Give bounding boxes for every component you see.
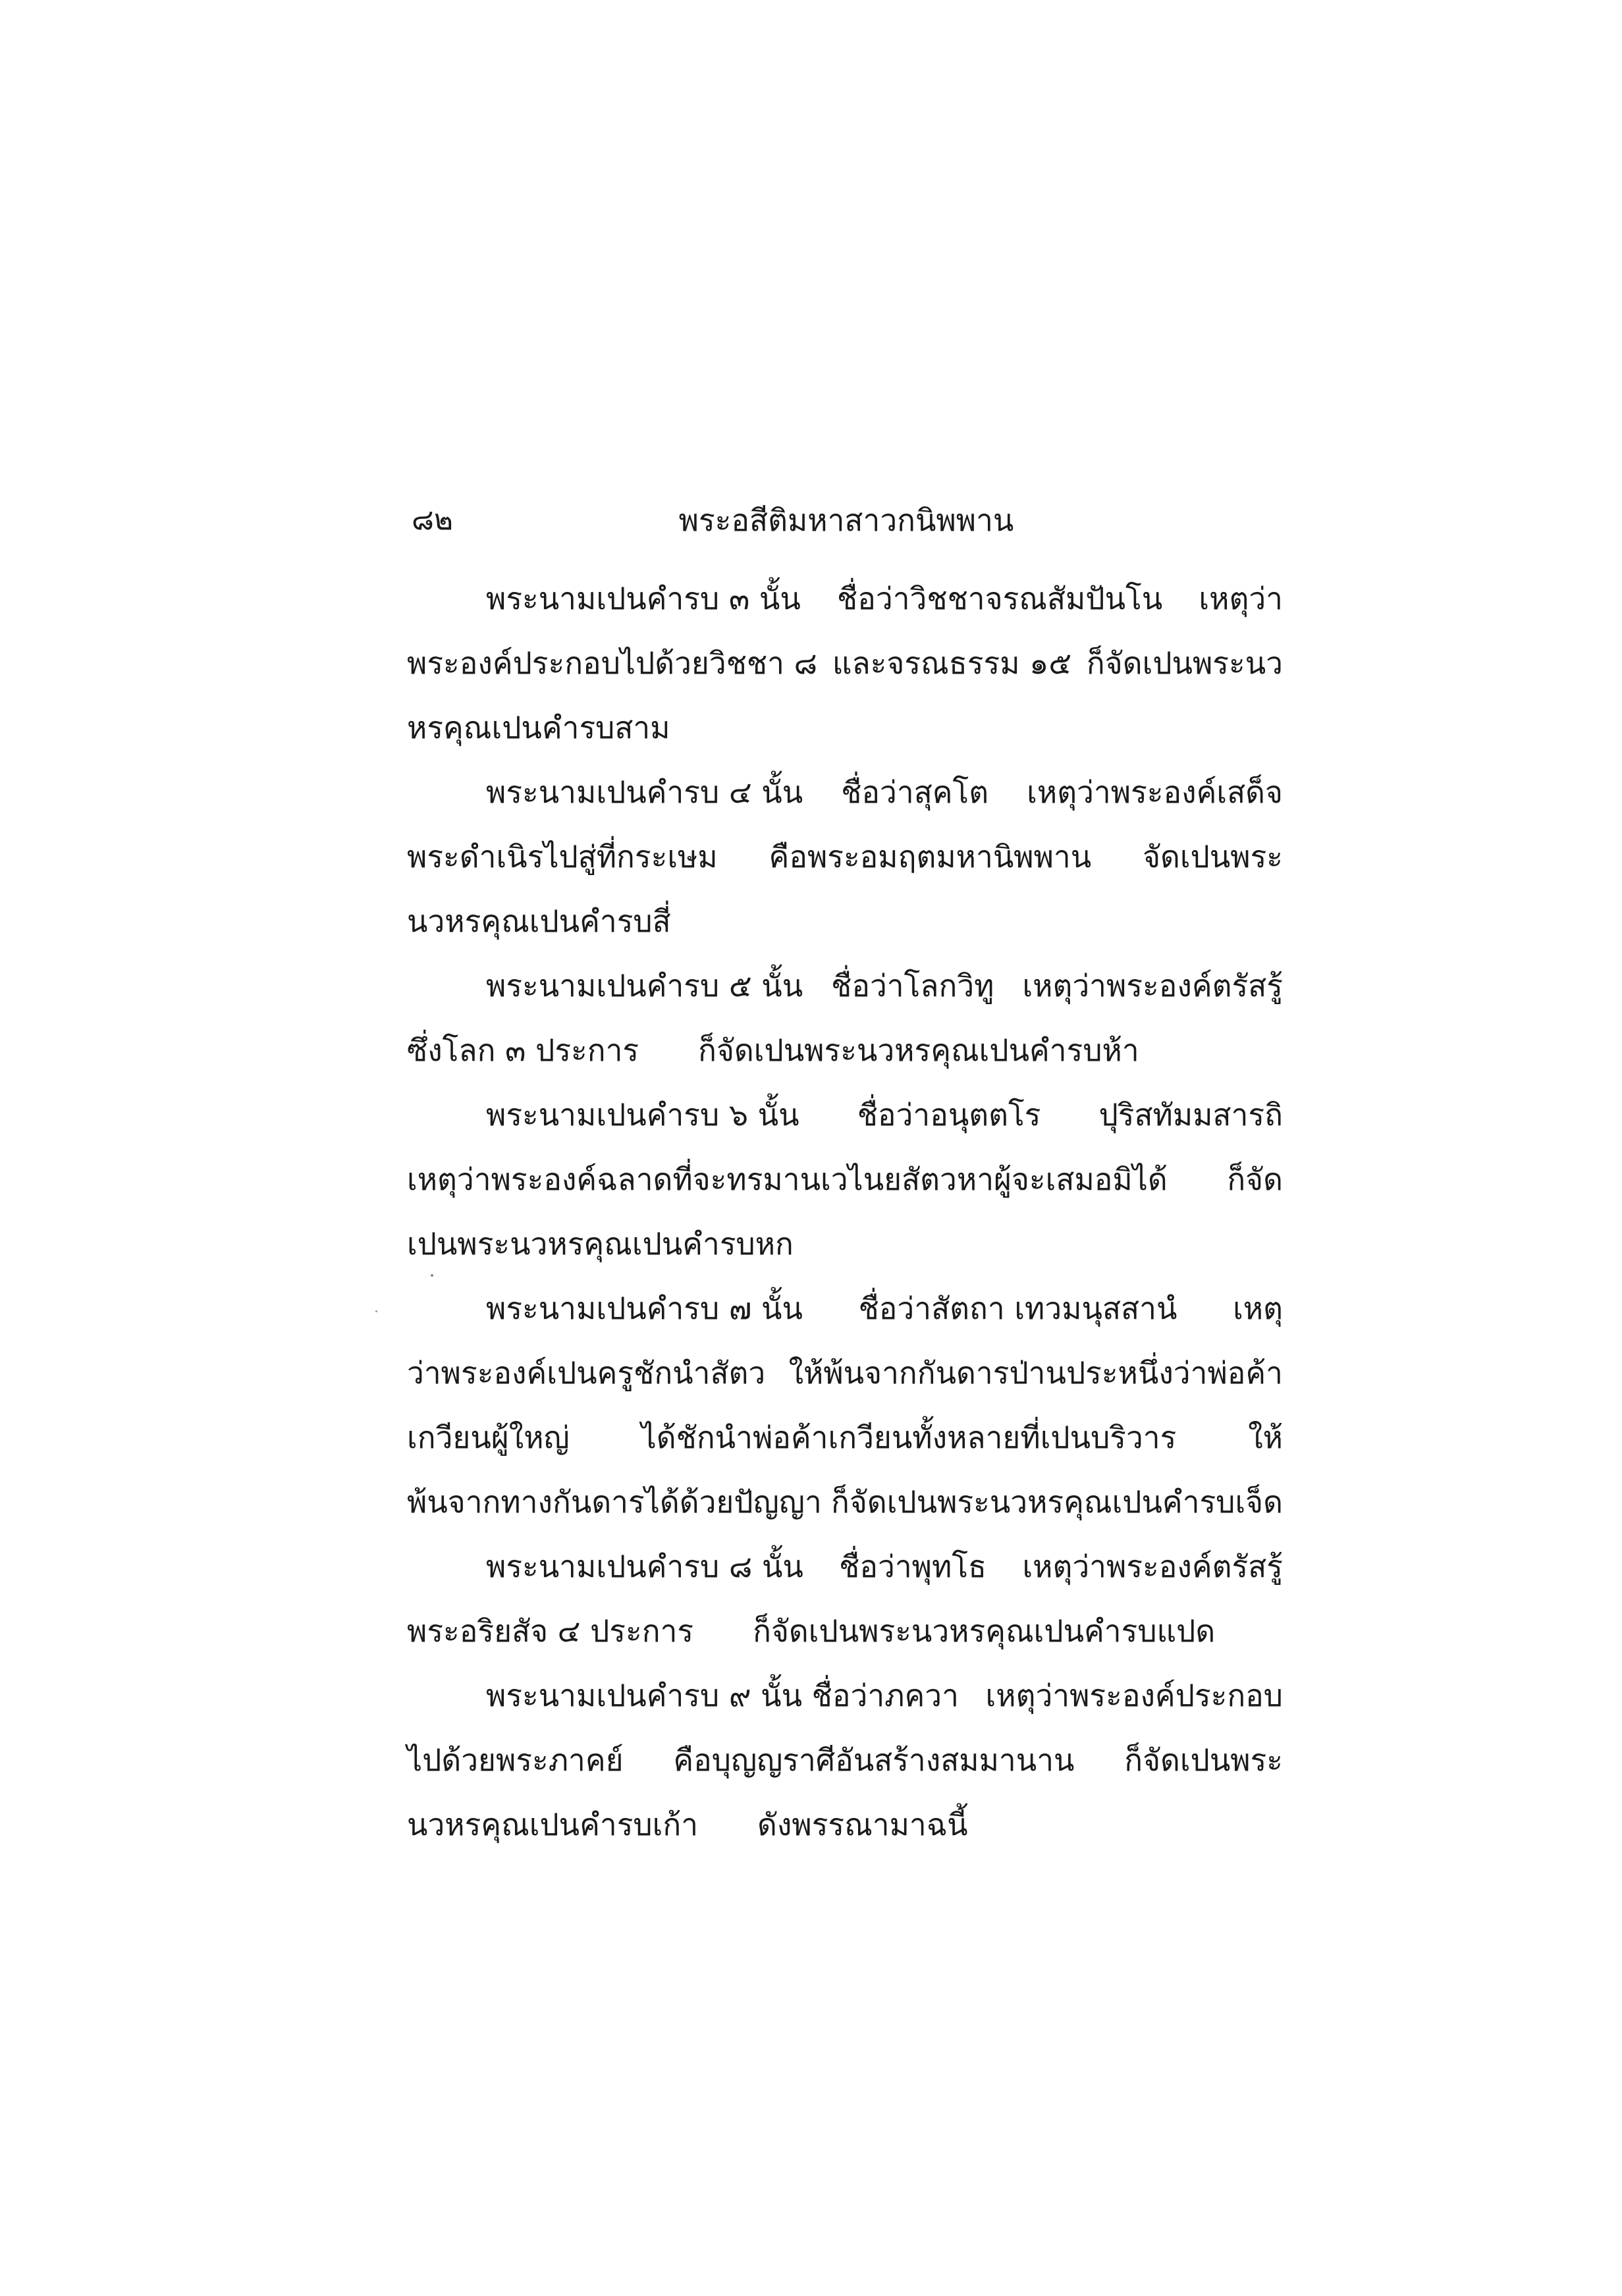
text-segment: ชื่อว่าสุคโต	[841, 774, 989, 810]
text-segment: และจรณธรรม ๑๕	[832, 645, 1072, 681]
text-segment: พระนามเปนคำรบ ๓ นั้น	[486, 581, 801, 616]
text-segment: ให้พ้นจากกันดารป่านประหนึ่งว่าพ่อค้า	[788, 1355, 1283, 1391]
text-line	[407, 1663, 1283, 1728]
text-segment: พระนามเปนคำรบ ๗ นั้น	[486, 1291, 803, 1326]
text-line	[407, 631, 1283, 695]
text-segment: เหตุว่าพระองค์เสด็จ	[1027, 774, 1283, 810]
text-line	[407, 695, 1283, 760]
text-segment: พ้นจากทางกันดารได้ด้วยปัญญา	[407, 1484, 822, 1520]
text-segment: ดังพรรณามาฉนี้	[757, 1807, 968, 1842]
text-segment: เหตุว่าพระองค์ประกอบ	[985, 1678, 1283, 1713]
text-line	[407, 1792, 1283, 1857]
text-line	[407, 1534, 1283, 1599]
text-line	[407, 889, 1283, 953]
text-line	[407, 1728, 1283, 1792]
text-line	[407, 1212, 1283, 1276]
text-line	[407, 1470, 1283, 1534]
text-line	[407, 1082, 1283, 1147]
text-segment: เหตุว่าพระองค์ตรัสรู้	[1022, 1549, 1283, 1584]
text-segment: เหตุว่าพระองค์ตรัสรู้	[1022, 968, 1283, 1003]
text-segment: ชื่อว่าพุทโธ	[839, 1549, 987, 1584]
text-segment: เปนพระนวหรคุณเปนคำรบหก	[407, 1226, 794, 1262]
text-segment: พระนามเปนคำรบ ๕ นั้น	[486, 968, 803, 1003]
text-segment: ชื่อว่าโลกวิทู	[831, 968, 994, 1003]
text-segment: เหตุว่า	[1199, 581, 1283, 616]
text-segment: ได้ชักนำพ่อค้าเกวียนทั้งหลายที่เปนบริวาร	[641, 1420, 1177, 1455]
running-title: พระอสีติมหาสาวกนิพพาน	[678, 502, 1014, 538]
text-segment: ไปด้วยพระภาคย์	[407, 1742, 624, 1778]
body-text	[407, 566, 1283, 1857]
text-line	[407, 953, 1283, 1018]
text-segment: ก็จัดเปนพระนวหรคุณเปนคำรบห้า	[698, 1032, 1139, 1068]
text-segment: ก็จัดเปนพระนวหรคุณเปนคำรบแปด	[753, 1613, 1216, 1649]
text-line	[407, 1341, 1283, 1405]
text-line	[407, 1599, 1283, 1663]
text-segment: คือพระอมฤตมหานิพพาน	[769, 839, 1092, 874]
text-segment: ให้	[1248, 1420, 1283, 1455]
text-segment: ซึ่งโลก ๓ ประการ	[407, 1032, 639, 1068]
text-line	[407, 1018, 1283, 1082]
text-segment: ชื่อว่าอนุตตโร	[857, 1097, 1041, 1133]
text-segment: นวหรคุณเปนคำรบเก้า	[407, 1807, 699, 1842]
text-segment: จัดเปนพระ	[1143, 839, 1283, 874]
text-line	[407, 566, 1283, 631]
text-segment: หรคุณเปนคำรบสาม	[407, 710, 670, 745]
text-line	[407, 760, 1283, 824]
text-segment: พระอริยสัจ ๔ ประการ	[407, 1613, 694, 1649]
text-segment: นวหรคุณเปนคำรบสี่	[407, 903, 671, 939]
text-line	[407, 1405, 1283, 1470]
text-segment: เหตุว่าพระองค์ฉลาดที่จะทรมานเวไนยสัตวหาผู้จะเสมอมิได้	[407, 1161, 1168, 1197]
text-segment: ว่าพระองค์เปนครูชักนำสัตว	[407, 1355, 766, 1391]
text-segment: เหตุ	[1233, 1291, 1283, 1326]
text-segment: ก็จัดเปนพระ	[1124, 1742, 1283, 1778]
page-header	[412, 497, 1281, 543]
scan-speck	[375, 1310, 377, 1312]
text-line	[407, 1276, 1283, 1341]
text-segment: พระนามเปนคำรบ ๖ นั้น	[486, 1097, 799, 1133]
text-segment: คือบุญญราศีอันสร้างสมมานาน	[673, 1742, 1075, 1778]
text-segment: พระดำเนิรไปสู่ที่กระเษม	[407, 839, 718, 874]
text-line	[407, 1147, 1283, 1212]
page-number: ๘๒	[412, 503, 453, 537]
scan-speck	[431, 1274, 433, 1277]
text-segment: ชื่อว่าสัตถา เทวมนุสสานํ	[858, 1291, 1177, 1326]
text-segment: ก็จัดเปนพระนว	[1086, 645, 1283, 681]
text-segment: พระองค์ประกอบไปด้วยวิชชา ๘	[407, 645, 818, 681]
text-line	[407, 824, 1283, 889]
text-segment: พระนามเปนคำรบ ๔ นั้น	[486, 774, 803, 810]
text-segment: พระนามเปนคำรบ ๙ นั้น ชื่อว่าภควา	[486, 1678, 959, 1713]
text-segment: ชื่อว่าวิชชาจรณสัมปันโน	[837, 581, 1163, 616]
text-segment: พระนามเปนคำรบ ๘ นั้น	[486, 1549, 803, 1584]
text-segment: ก็จัด	[1227, 1161, 1283, 1197]
text-segment: ปุริสทัมมสารถิ	[1098, 1097, 1283, 1133]
text-segment: เกวียนผู้ใหญ่	[407, 1420, 570, 1455]
text-segment: ก็จัดเปนพระนวหรคุณเปนคำรบเจ็ด	[831, 1484, 1283, 1520]
